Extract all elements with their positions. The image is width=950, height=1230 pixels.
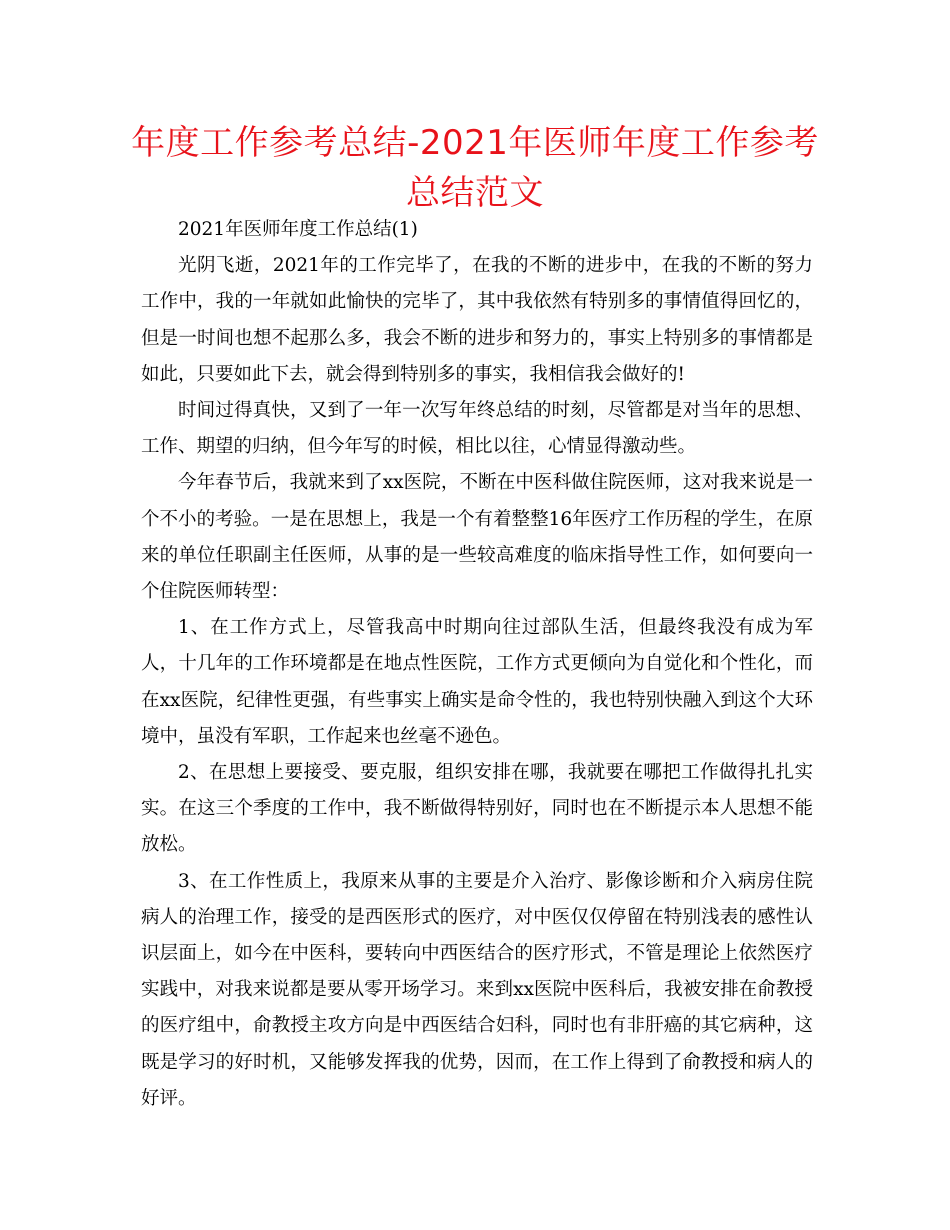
paragraph: 时间过得真快，又到了一年一次写年终总结的时刻，尽管都是对当年的思想、工作、期望的归纳，但今年写的时候，相比以往，心情显得激动些。 — [141, 400, 813, 458]
paragraph: 光阴飞逝，2021年的工作完毕了，在我的不断的进步中，在我的不断的努力工作中，我的一年就如此愉快的完毕了，其中我依然有特别多的事情值得回忆的，但是一时间也想不起那么多，我会不断的进步和努力的，事实上特别多的事情都是如此，只要如此下去，就会得到特别多的事实，我相信我会做好的! — [141, 255, 813, 385]
document-body — [141, 212, 813, 1117]
document-subtitle: 2021年医师年度工作总结(1) — [178, 219, 418, 240]
paragraph: 今年春节后，我就来到了xx医院，不断在中医科做住院医师，这对我来说是一个不小的考验。一是在思想上，我是一个有着整整16年医疗工作历程的学生，在原来的单位任职副主任医师，从事的是一些较高难度的临床指导性工作，如何要向一个住院医师转型： — [141, 472, 813, 603]
paragraph: 2、在思想上要接受、要克服，组织安排在哪，我就要在哪把工作做得扎扎实实。在这三个季度的工作中，我不断做得特别好，同时也在不断提示本人思想不能放松。 — [141, 762, 813, 856]
paragraph: 1、在工作方式上，尽管我高中时期向往过部队生活，但最终我没有成为军人，十几年的工作环境都是在地点性医院，工作方式更倾向为自觉化和个性化，而在xx医院，纪律性更强，有些事实上确实是命令性的，我也特别快融入到这个大环境中，虽没有军职，工作起来也丝毫不逊色。 — [141, 617, 813, 747]
document-title: 年度工作参考总结-2021年医师年度工作参考总结范文 — [131, 123, 819, 213]
paragraph: 3、在工作性质上，我原来从事的主要是介入治疗、影像诊断和介入病房住院病人的治理工作，接受的是西医形式的医疗，对中医仅仅停留在特别浅表的感性认识层面上，如今在中医科，要转向中西医结合的医疗形式，不管是理论上依然医疗实践中，对我来说都是要从零开场学习。来到xx医院中医科后，我被安排在俞教授的医疗组中，俞教授主攻方向是中西医结合妇科，同时也有非肝癌的其它病种，这既是学习的好时机，又能够发挥我的优势，因而，在工作上得到了俞教授和病人的好评。 — [141, 870, 813, 1109]
